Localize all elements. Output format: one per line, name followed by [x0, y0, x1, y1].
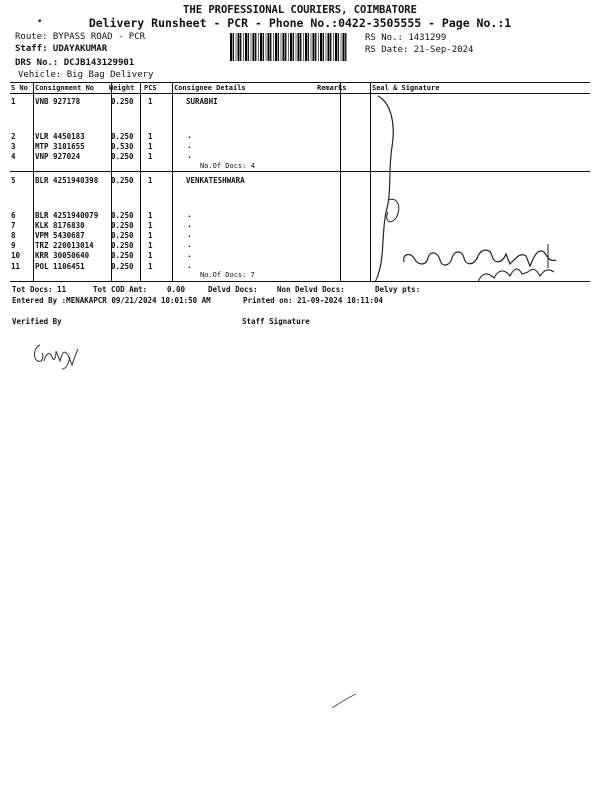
row-consignment-no: VPM 5430687 [35, 231, 85, 240]
row-weight: 0.250 [111, 231, 134, 240]
printed-on: Printed on: 21-09-2024 10:11:04 [243, 296, 383, 305]
row-consignee-mark: . [187, 141, 192, 150]
total-docs: Tot Docs: 11 [12, 285, 67, 294]
col-divider-consignee [340, 82, 341, 282]
row-pcs: 1 [148, 251, 153, 260]
row-consignee-mark: . [187, 250, 192, 259]
row-weight: 0.530 [111, 142, 134, 151]
row-consignee-mark: . [187, 230, 192, 239]
row-pcs: 1 [148, 142, 153, 151]
row-consignment-no: TRZ 220013014 [35, 241, 94, 250]
row-consignment-no: POL 1106451 [35, 262, 85, 271]
consignee-name: SURABHI [186, 97, 218, 106]
route-label: Route: BYPASS ROAD - PCR [15, 32, 146, 42]
row-pcs: 1 [148, 231, 153, 240]
signature-transcription [400, 246, 401, 247]
row-sno: 3 [11, 142, 16, 151]
row-sno: 10 [11, 251, 21, 260]
no-of-docs: No.Of Docs: 7 [200, 271, 255, 279]
row-pcs: 1 [148, 221, 153, 230]
row-weight: 0.250 [111, 262, 134, 271]
row-consignee-mark: . [187, 220, 192, 229]
row-weight: 0.250 [111, 152, 134, 161]
row-weight: 0.250 [111, 251, 134, 260]
row-consignee-mark: . [187, 210, 192, 219]
delivery-points: Delvy pts: [375, 285, 421, 294]
table-top-rule [10, 82, 590, 83]
row-consignment-no: KRR 30050640 [35, 251, 90, 260]
col-header-weight: Weight [109, 84, 135, 92]
row-pcs: 1 [148, 262, 153, 271]
non-delivered-docs: Non Delvd Docs: [277, 285, 345, 294]
row-sno: 2 [11, 132, 16, 141]
row-sno: 1 [11, 97, 16, 106]
col-header-consignment: Consignment No [35, 84, 95, 92]
company-title: THE PROFESSIONAL COURIERS, COIMBATORE [183, 4, 417, 16]
total-cod-label: Tot COD Amt: [93, 285, 148, 294]
row-sno: 5 [11, 176, 16, 185]
row-sno: 8 [11, 231, 16, 240]
row-weight: 0.250 [111, 211, 134, 220]
row-weight: 0.250 [111, 176, 134, 185]
row-consignee-mark: . [187, 261, 192, 270]
row-pcs: 1 [148, 211, 153, 220]
row-pcs: 1 [148, 152, 153, 161]
row-consignment-no: KLK 8176830 [35, 221, 85, 230]
row-consignment-no: VNB 927178 [35, 97, 81, 106]
rs-date: RS Date: 21-Sep-2024 [365, 45, 474, 55]
row-pcs: 1 [148, 132, 153, 141]
row-weight: 0.250 [111, 132, 134, 141]
row-weight: 0.250 [111, 97, 134, 106]
delivered-docs: Delvd Docs: [208, 285, 258, 294]
handwritten-consignee-signature [398, 238, 568, 286]
row-sno: 7 [11, 221, 16, 230]
col-divider-sno [33, 82, 34, 282]
vehicle-label: Vehicle: Big Bag Delivery [18, 70, 154, 80]
row-sno: 4 [11, 152, 16, 161]
col-header-sno: S No [11, 84, 28, 92]
bullet-mark: • [37, 17, 43, 27]
row-pcs: 1 [148, 241, 153, 250]
row-consignment-no: MTP 3101655 [35, 142, 85, 151]
col-header-pcs: PCS [144, 84, 157, 92]
runsheet-title: Delivery Runsheet - PCR - Phone No.:0422-3505555 - Page No.:1 [88, 16, 512, 30]
col-divider-weight [140, 82, 141, 282]
col-divider-pcs [172, 82, 173, 282]
row-consignee-mark: . [187, 240, 192, 249]
no-of-docs: No.Of Docs: 4 [200, 162, 255, 170]
verified-by-label: Verified By [12, 317, 62, 326]
row-consignee-mark: . [187, 151, 192, 160]
total-cod-value: 0.00 [167, 285, 186, 294]
col-header-consignee: Consignee Details [174, 84, 246, 92]
row-pcs: 1 [148, 176, 153, 185]
entered-by: Entered By :MENAKAPCR 09/21/2024 10:01:50 AM [12, 296, 211, 305]
staff-label: Staff: UDAYAKUMAR [15, 44, 108, 54]
row-weight: 0.250 [111, 221, 134, 230]
row-consignment-no: BLR 4251940398 [35, 176, 99, 185]
row-sno: 11 [11, 262, 21, 271]
staff-signature-label: Staff Signature [242, 317, 310, 326]
drs-number: DRS No.: DCJB143129901 [15, 58, 135, 68]
row-consignee-mark: . [187, 131, 192, 140]
row-pcs: 1 [148, 97, 153, 106]
pen-mark [330, 690, 360, 710]
barcode-image [230, 33, 350, 61]
rs-number: RS No.: 1431299 [365, 33, 447, 43]
row-consignment-no: VLR 4450183 [35, 132, 85, 141]
verifier-initials-scribble [30, 335, 80, 370]
row-consignment-no: VNP 927024 [35, 152, 81, 161]
col-header-seal-signature: Seal & Signature [372, 84, 440, 92]
col-header-remarks: Remarks [317, 84, 347, 92]
consignee-name: VENKATESHWARA [186, 176, 245, 185]
row-consignment-no: BLR 4251940079 [35, 211, 99, 220]
row-sno: 6 [11, 211, 16, 220]
row-weight: 0.250 [111, 241, 134, 250]
row-sno: 9 [11, 241, 16, 250]
